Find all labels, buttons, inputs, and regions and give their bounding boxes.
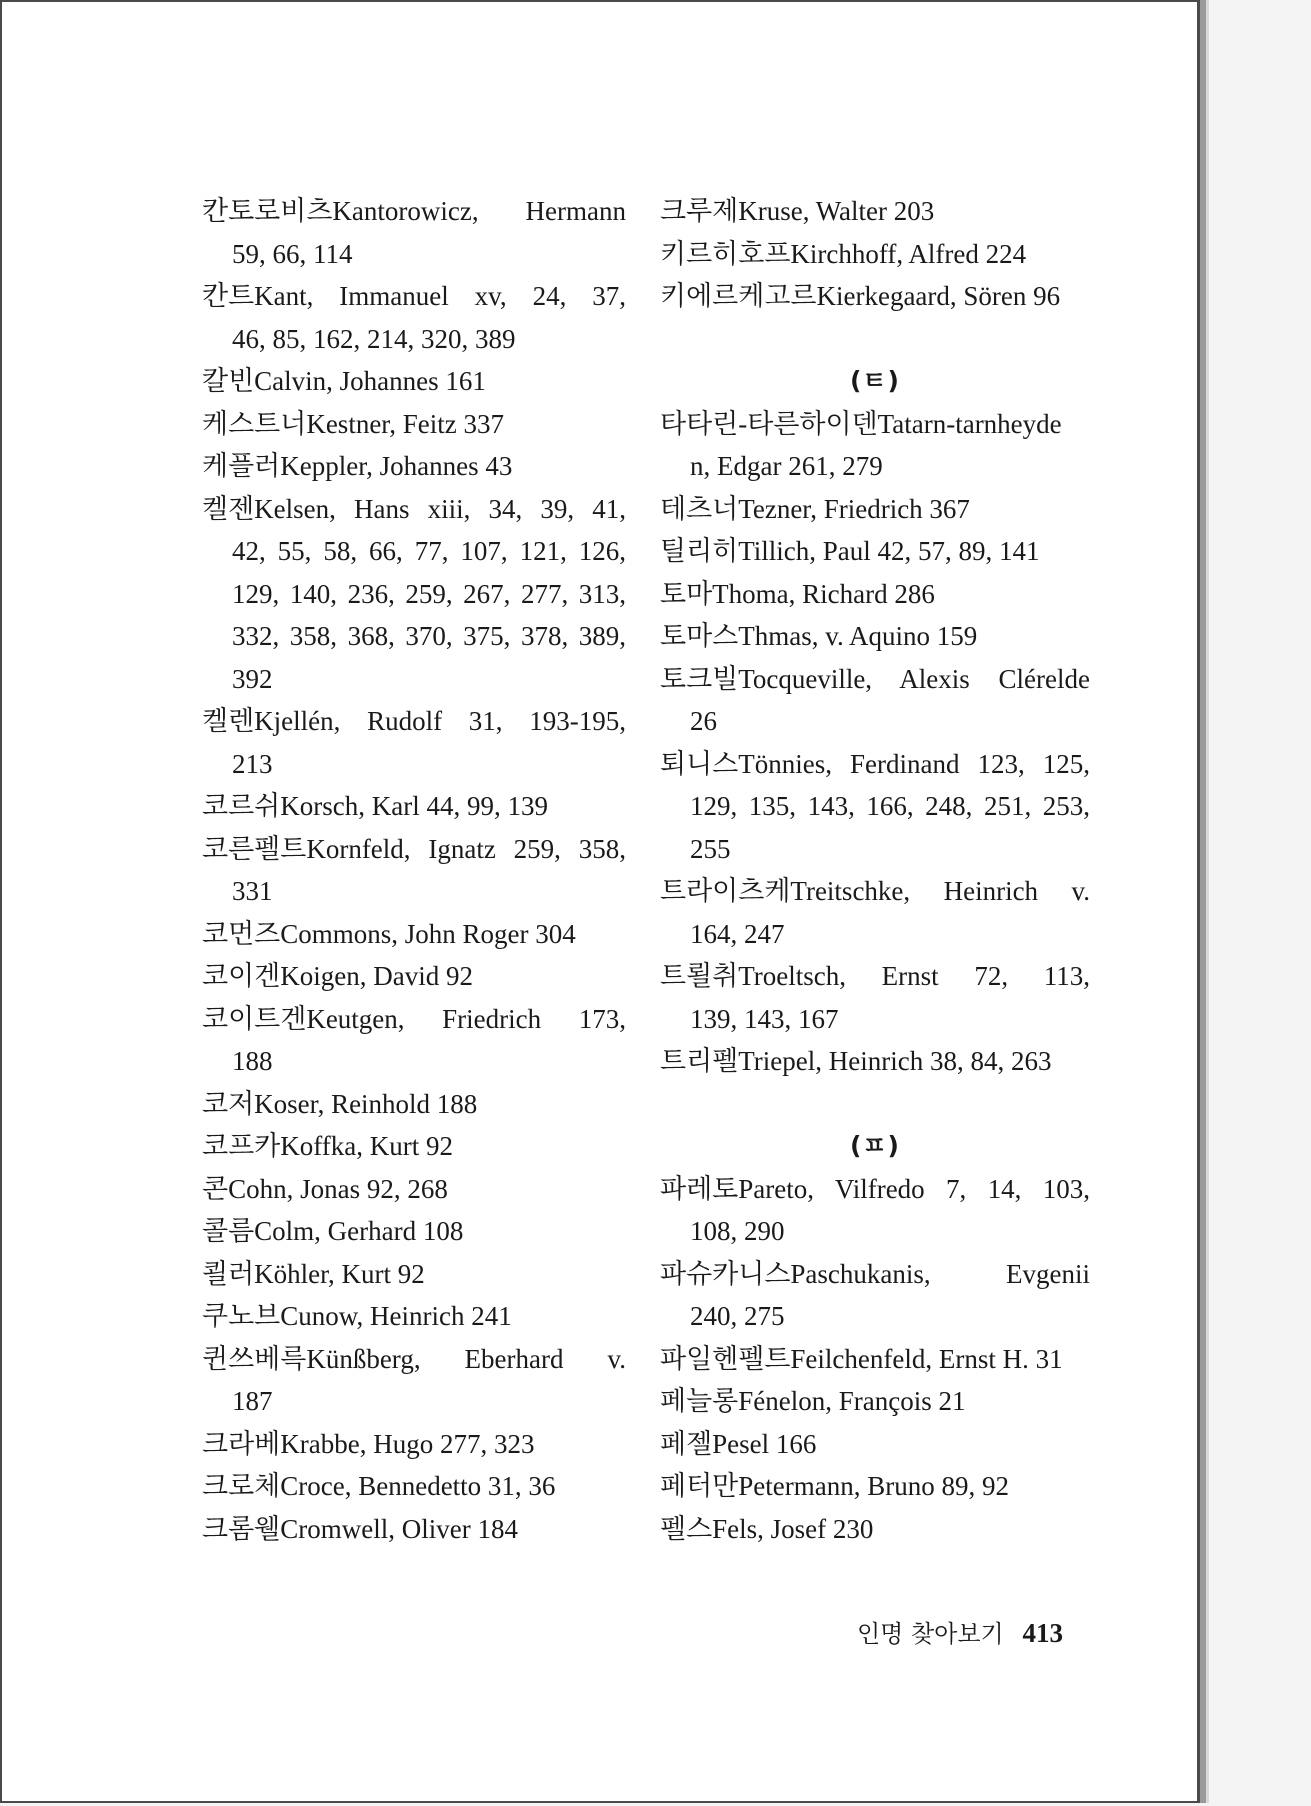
index-entry (202, 1508, 626, 1551)
section-gap (660, 1083, 1090, 1126)
index-entry (660, 530, 1090, 573)
index-entry (660, 1423, 1090, 1466)
index-entry (660, 275, 1090, 318)
index-entry-continuation: 164, 247 (690, 918, 785, 949)
index-entry (202, 1465, 626, 1508)
index-entry-line: 코이겐Koigen, David 92 (202, 961, 473, 991)
index-entry-line: 토마스Thmas, v. Aquino 159 (660, 621, 978, 651)
index-entry-line: 칼빈Calvin, Johannes 161 (202, 366, 486, 396)
index-entry (202, 998, 626, 1083)
index-entry-line: 쿠노브Cunow, Heinrich 241 (202, 1301, 512, 1331)
index-entry (202, 275, 626, 360)
index-entry (202, 360, 626, 403)
index-entry-line: 크롬웰Cromwell, Oliver 184 (202, 1513, 518, 1544)
index-entry (202, 913, 626, 956)
index-entry (660, 955, 1090, 1040)
index-entry-line: 켈젠Kelsen, Hans xiii, 34, 39, 41, (202, 493, 626, 524)
index-entry-continuation: 42, 55, 58, 66, 77, 107, 121, 126, (232, 536, 626, 566)
index-entry-continuation: 187 (232, 1386, 273, 1416)
index-column-left (202, 190, 626, 1550)
index-column-right (660, 190, 1090, 1550)
index-entry (660, 658, 1090, 743)
index-entry-continuation: 129, 140, 236, 259, 267, 277, 313, (232, 578, 626, 609)
index-entry-continuation: 188 (232, 1046, 273, 1076)
index-entry-line: 칸트Kant, Immanuel xv, 24, 37, (202, 281, 626, 311)
index-entry (202, 1168, 626, 1211)
index-entry (660, 1253, 1090, 1338)
index-entry-line: 트뢸취Troeltsch, Ernst 72, 113, (660, 961, 1090, 991)
index-group-k-continued (660, 190, 1090, 318)
index-entry-line: 코이트겐Keutgen, Friedrich 173, (202, 1003, 626, 1034)
index-entry (660, 1380, 1090, 1423)
index-entry (202, 445, 626, 488)
index-entry-continuation: 332, 358, 368, 370, 375, 378, 389, (232, 621, 626, 651)
index-entry (202, 828, 626, 913)
index-entry-line: 페터만Petermann, Bruno 89, 92 (660, 1471, 1009, 1501)
index-entry (660, 1338, 1090, 1381)
index-entry-line: 트리펠Triepel, Heinrich 38, 84, 263 (660, 1046, 1052, 1076)
index-entry-line: 케스트너Kestner, Feitz 337 (202, 408, 504, 439)
index-entry (660, 488, 1090, 531)
index-entry (202, 1295, 626, 1338)
index-entry-line: 파레토Pareto, Vilfredo 7, 14, 103, (660, 1173, 1090, 1204)
index-entry (202, 1083, 626, 1126)
index-entry-line: 키에르케고르Kierkegaard, Sören 96 (660, 281, 1061, 311)
index-entry (660, 870, 1090, 955)
section-heading-p: (ㅍ) (849, 1131, 900, 1160)
index-entry (660, 1465, 1090, 1508)
index-entry-line: 코저Koser, Reinhold 188 (202, 1088, 478, 1119)
index-entry-line: 테츠너Tezner, Friedrich 367 (660, 493, 970, 524)
index-entry (660, 743, 1090, 871)
index-entry-line: 코른펠트Kornfeld, Ignatz 259, 358, (202, 833, 626, 864)
page-number: 413 (1022, 1618, 1063, 1648)
index-entry-line: 틸리히Tillich, Paul 42, 57, 89, 141 (660, 536, 1040, 566)
index-entry (660, 403, 1090, 488)
index-entry-line: 코르쉬Korsch, Karl 44, 99, 139 (202, 791, 548, 821)
index-entry-line: 파일헨펠트Feilchenfeld, Ernst H. 31 (660, 1343, 1063, 1374)
index-entry (660, 1040, 1090, 1083)
index-entry (202, 1125, 626, 1168)
index-entry-line: 파슈카니스Paschukanis, Evgenii (660, 1258, 1090, 1289)
index-entry-line: 크라베Krabbe, Hugo 277, 323 (202, 1428, 535, 1459)
index-entry-line: 펠스Fels, Josef 230 (660, 1513, 874, 1544)
index-entry (202, 1338, 626, 1423)
index-entry-line: 페늘롱Fénelon, François 21 (660, 1386, 966, 1416)
index-group-t (660, 403, 1090, 1083)
index-entry (202, 1210, 626, 1253)
index-entry-line: 코프카Koffka, Kurt 92 (202, 1131, 453, 1161)
index-entry-continuation: 108, 290 (690, 1216, 785, 1246)
index-entry-continuation: 26 (690, 706, 717, 736)
index-entry-continuation: 213 (232, 748, 273, 779)
index-entry-line: 크루제Kruse, Walter 203 (660, 196, 935, 226)
index-entry-continuation: 392 (232, 663, 273, 694)
index-entry-continuation: 331 (232, 876, 273, 906)
index-entry (660, 573, 1090, 616)
index-entry-line: 케플러Keppler, Johannes 43 (202, 451, 513, 481)
index-entry-continuation: n, Edgar 261, 279 (690, 451, 883, 481)
running-title: 인명 찾아보기 (857, 1620, 1004, 1648)
index-entry-line: 크로체Croce, Bennedetto 31, 36 (202, 1471, 556, 1501)
section-heading-t: (ㅌ) (849, 366, 900, 395)
index-entry-line: 콜름Colm, Gerhard 108 (202, 1216, 464, 1246)
index-entry (202, 403, 626, 446)
index-entry (660, 1168, 1090, 1253)
index-entry-continuation: 139, 143, 167 (690, 1003, 839, 1034)
index-entry-line: 코먼즈Commons, John Roger 304 (202, 918, 576, 949)
index-entry-line: 콘Cohn, Jonas 92, 268 (202, 1173, 448, 1204)
index-entry (202, 1423, 626, 1466)
index-entry (660, 190, 1090, 233)
index-entry-continuation: 255 (690, 833, 731, 864)
index-entry-continuation: 59, 66, 114 (232, 238, 353, 269)
index-entry (202, 190, 626, 275)
index-entry-line: 트라이츠케Treitschke, Heinrich v. (660, 876, 1090, 906)
index-entry (202, 488, 626, 701)
index-entry-line: 켈렌Kjellén, Rudolf 31, 193-195, (202, 706, 626, 736)
section-gap (660, 318, 1090, 361)
index-entry (202, 700, 626, 785)
index-entry (202, 785, 626, 828)
index-entry-line: 칸토로비츠Kantorowicz, Hermann (202, 196, 626, 226)
index-entry-line: 토크빌Tocqueville, Alexis Clérelde (660, 663, 1090, 694)
index-entry-line: 페젤Pesel 166 (660, 1428, 817, 1459)
index-entry-line: 퀸쓰베륵Künßberg, Eberhard v. (202, 1343, 626, 1374)
index-entry-continuation: 129, 135, 143, 166, 248, 251, 253, (690, 791, 1090, 821)
index-entry-continuation: 240, 275 (690, 1301, 785, 1331)
index-group-p (660, 1168, 1090, 1551)
index-entry-line: 타타린-타른하이덴Tatarn-tarnheyde (660, 408, 1062, 439)
index-entry (660, 615, 1090, 658)
index-entry-line: 퇴니스Tönnies, Ferdinand 123, 125, (660, 748, 1090, 779)
index-entry-line: 키르히호프Kirchhoff, Alfred 224 (660, 238, 1027, 269)
index-entry (202, 955, 626, 998)
index-entry (660, 1508, 1090, 1551)
index-entry (202, 1253, 626, 1296)
index-entry-line: 토마Thoma, Richard 286 (660, 578, 935, 609)
index-entry-continuation: 46, 85, 162, 214, 320, 389 (232, 323, 516, 354)
index-entry (660, 233, 1090, 276)
index-entry-line: 쾰러Köhler, Kurt 92 (202, 1258, 425, 1289)
page-footer (857, 1614, 1063, 1649)
